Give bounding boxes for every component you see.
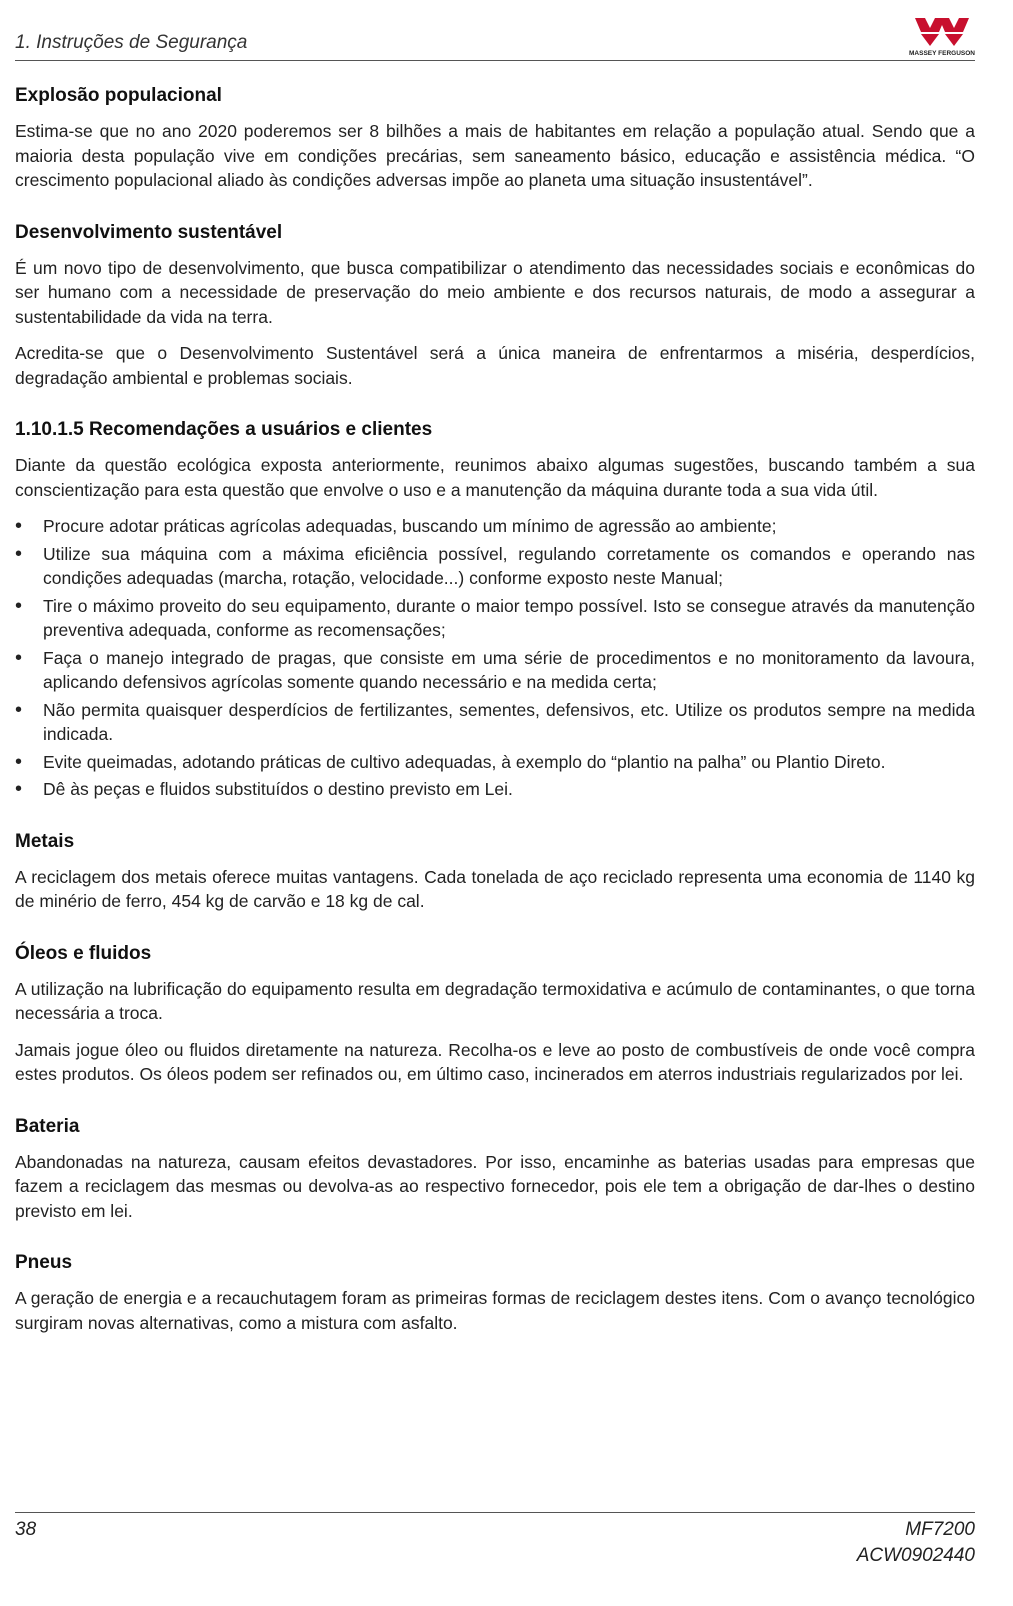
section-oleos-e-fluidos	[15, 942, 975, 1087]
page-header	[15, 28, 975, 61]
document-id: ACW0902440	[856, 1545, 975, 1566]
paragraph: Acredita-se que o Desenvolvimento Sustentável será a única maneira de enfrentarmos a miséria, desperdícios, degradação ambiental e problemas sociais.	[15, 343, 975, 388]
paragraph: A utilização na lubrificação do equipamento resulta em degradação termoxidativa e acúmulo de contaminantes, o que torna necessária a troca.	[15, 978, 975, 1023]
section-title: Pneus	[15, 1252, 73, 1273]
paragraph: A geração de energia e a recauchutagem foram as primeiras formas de reciclagem destes itens. Com o avanço tecnológico surgiram novas alternativas, como a mistura com asfalto.	[15, 1288, 975, 1333]
page-footer	[15, 1512, 975, 1593]
svg-text:MASSEY FERGUSON: MASSEY FERGUSON	[909, 50, 975, 57]
section-metais	[15, 830, 975, 914]
list-item: • Faça o manejo integrado de pragas, que consiste em uma série de procedimentos e no monitoramento da lavoura, aplicando defensivos agrícolas somente quando necessário e na medida certa;	[15, 646, 975, 695]
page-number: 38	[15, 1519, 37, 1540]
paragraph: Jamais jogue óleo ou fluidos diretamente na natureza. Recolha-os e leve ao posto de combustíveis de onde você compra estes produtos. Os óleos podem ser refinados ou, em último caso, incinerados em aterros industriais regularizados por lei.	[15, 1039, 975, 1084]
section-title: Óleos e fluidos	[15, 942, 152, 964]
paragraph: Abandonadas na natureza, causam efeitos devastadores. Por isso, encaminhe as baterias usadas para empresas que fazem a reciclagem das mesmas ou devolva-as ao respectivo fornecedor, pois ele tem a obrigação de dar-lhes o destino previsto em lei.	[15, 1151, 975, 1221]
section-explosao-populacional	[15, 84, 975, 193]
list-item: • Procure adotar práticas agrícolas adequadas, buscando um mínimo de agressão ao ambiente;	[15, 514, 975, 539]
list-item: • Evite queimadas, adotando práticas de cultivo adequadas, à exemplo do “plantio na palha” ou Plantio Direto.	[15, 750, 975, 775]
section-title: Explosão populacional	[15, 85, 222, 106]
section-desenvolvimento-sustentavel	[15, 221, 975, 391]
page-content	[15, 84, 975, 1363]
section-pneus	[15, 1251, 975, 1335]
section-title: Bateria	[15, 1115, 80, 1137]
section-title: Metais	[15, 830, 75, 852]
paragraph: A reciclagem dos metais oferece muitas vantagens. Cada tonelada de aço reciclado representa uma economia de 1140 kg de minério de ferro, 454 kg de carvão e 18 kg de cal.	[15, 866, 975, 911]
section-title: Desenvolvimento sustentável	[15, 221, 283, 243]
paragraph: Diante da questão ecológica exposta anteriormente, reunimos abaixo algumas sugestões, buscando também a sua conscientização para esta questão que envolve o uso e a manutenção da máquina durante toda a sua vida útil.	[15, 455, 975, 500]
list-item: • Não permita quaisquer desperdícios de fertilizantes, sementes, defensivos, etc. Utilize os produtos sempre na medida indicada.	[15, 698, 975, 747]
list-item: • Utilize sua máquina com a máxima eficiência possível, regulando corretamente os comandos e operando nas condições adequadas (marcha, rotação, velocidade...) conforme exposto neste Manual;	[15, 542, 975, 591]
recommendation-list	[15, 514, 975, 802]
list-item: • Dê às peças e fluidos substituídos o destino previsto em Lei.	[15, 777, 975, 802]
section-recomendacoes	[15, 418, 975, 802]
massey-ferguson-logo	[909, 16, 975, 58]
section-title: 1.10.1.5 Recomendações a usuários e clientes	[15, 419, 433, 440]
paragraph: É um novo tipo de desenvolvimento, que busca compatibilizar o atendimento das necessidades sociais e econômicas do ser humano com a necessidade de preservação do meio ambiente e dos recursos naturais, de modo a assegurar a sustentabilidade da vida na terra.	[15, 257, 975, 327]
list-item: • Tire o máximo proveito do seu equipamento, durante o maior tempo possível. Isto se consegue através da manutenção preventiva adequada, conforme as recomensações;	[15, 594, 975, 643]
header-title: 1. Instruções de Segurança	[15, 32, 248, 53]
model-name: MF7200	[905, 1519, 975, 1540]
section-bateria	[15, 1115, 975, 1224]
paragraph: Estima-se que no ano 2020 poderemos ser 8 bilhões a mais de habitantes em relação a população atual. Sendo que a maioria desta população vive em condições precárias, sem saneamento básico, educação e assistência médica. “O crescimento populacional aliado às condições adversas impõe ao planeta uma situação insustentável”.	[15, 121, 975, 190]
